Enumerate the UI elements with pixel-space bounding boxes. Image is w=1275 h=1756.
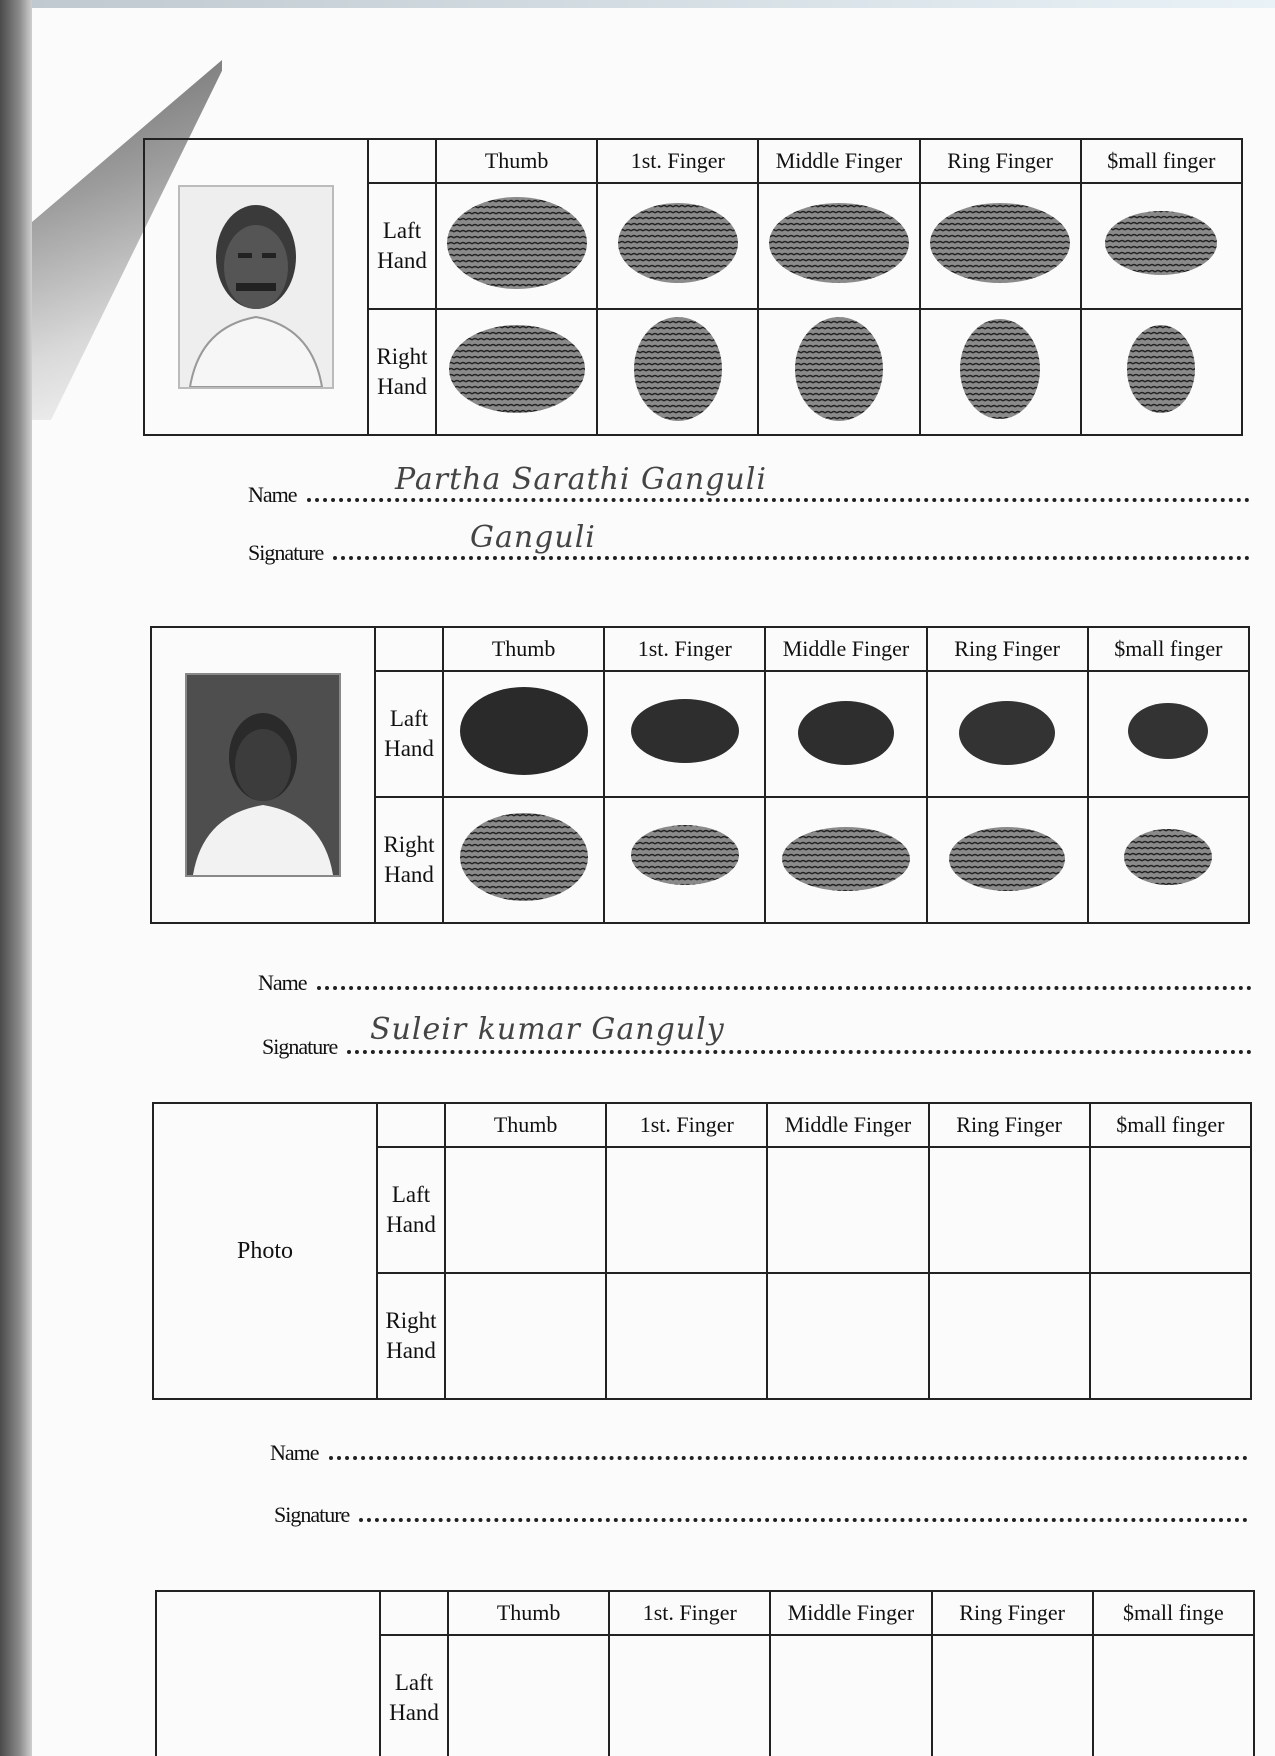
empty-print-cell (1090, 1147, 1251, 1273)
col-small-finger: $mall finger (1088, 627, 1249, 671)
empty-print-cell (1090, 1273, 1251, 1399)
left-hand-label: Laft Hand (368, 183, 436, 309)
col-first-finger: 1st. Finger (597, 139, 758, 183)
record-3-name-line (270, 1440, 1248, 1466)
record-2-photo (185, 673, 341, 877)
record-3-photo-placeholder: Photo (153, 1103, 377, 1399)
scan-edge-left (0, 0, 32, 1756)
record-2-table-block (150, 626, 1250, 924)
col-ring-finger: Ring Finger (932, 1591, 1093, 1635)
col-small-finger: $mall finger (1090, 1103, 1251, 1147)
signature-label: Signature (262, 1034, 338, 1059)
fingerprint (927, 671, 1088, 797)
fingerprint (927, 797, 1088, 923)
empty-print-cell (932, 1635, 1093, 1756)
empty-print-cell (606, 1273, 767, 1399)
fingerprint (1088, 797, 1249, 923)
col-first-finger: 1st. Finger (604, 627, 765, 671)
fingerprint (443, 797, 604, 923)
record-2-photo-cell (151, 627, 375, 923)
empty-print-cell (767, 1147, 928, 1273)
right-hand-label: Right Hand (375, 797, 443, 923)
col-small-finger: $mall finger (1081, 139, 1242, 183)
col-first-finger: 1st. Finger (609, 1591, 770, 1635)
left-hand-label: Laft Hand (377, 1147, 445, 1273)
fingerprint (604, 797, 765, 923)
col-ring-finger: Ring Finger (920, 139, 1081, 183)
record-3-table-block (152, 1102, 1252, 1400)
empty-print-cell (445, 1147, 606, 1273)
col-thumb: Thumb (445, 1103, 606, 1147)
record-4-photo-cell (156, 1591, 380, 1756)
fingerprint (597, 183, 758, 309)
empty-print-cell (1093, 1635, 1254, 1756)
col-middle-finger: Middle Finger (758, 139, 919, 183)
record-1-table-block (143, 138, 1243, 436)
right-hand-label: Right Hand (368, 309, 436, 435)
signature-label: Signature (274, 1502, 350, 1527)
right-hand-label: Right Hand (377, 1273, 445, 1399)
fingerprint (765, 797, 926, 923)
fingerprint (1081, 309, 1242, 435)
signature-label: Signature (248, 540, 324, 565)
col-middle-finger: Middle Finger (770, 1591, 931, 1635)
empty-print-cell (767, 1273, 928, 1399)
fingerprint (920, 183, 1081, 309)
fingerprint (597, 309, 758, 435)
record-1-photo (178, 185, 334, 389)
col-ring-finger: Ring Finger (927, 627, 1088, 671)
record-1-fingerprint-table (143, 138, 1243, 436)
record-2-fingerprint-table (150, 626, 1250, 924)
record-1-photo-cell (144, 139, 368, 435)
empty-print-cell (770, 1635, 931, 1756)
record-3-signature-line (274, 1502, 1248, 1528)
empty-print-cell (445, 1273, 606, 1399)
record-2-signature-handwriting: Suleir kumar Ganguly (370, 1012, 725, 1047)
record-4-table-block (155, 1590, 1255, 1756)
record-2-name-line (258, 970, 1252, 996)
name-label: Name (270, 1440, 319, 1465)
left-hand-label: Laft Hand (380, 1635, 448, 1756)
col-thumb: Thumb (436, 139, 597, 183)
empty-print-cell (929, 1147, 1090, 1273)
col-first-finger: 1st. Finger (606, 1103, 767, 1147)
fingerprint (920, 309, 1081, 435)
col-ring-finger: Ring Finger (929, 1103, 1090, 1147)
fingerprint (443, 671, 604, 797)
empty-print-cell (606, 1147, 767, 1273)
col-middle-finger: Middle Finger (767, 1103, 928, 1147)
record-3-fingerprint-table (152, 1102, 1252, 1400)
scan-edge-top (32, 0, 1275, 8)
fingerprint (436, 309, 597, 435)
col-thumb: Thumb (443, 627, 604, 671)
fingerprint (758, 309, 919, 435)
col-thumb: Thumb (448, 1591, 609, 1635)
fingerprint (436, 183, 597, 309)
col-small-finger: $mall finge (1093, 1591, 1254, 1635)
empty-print-cell (448, 1635, 609, 1756)
fingerprint (1088, 671, 1249, 797)
fingerprint (1081, 183, 1242, 309)
record-1-signature-handwriting: Ganguli (470, 520, 596, 555)
fingerprint (758, 183, 919, 309)
empty-print-cell (609, 1635, 770, 1756)
left-hand-label: Laft Hand (375, 671, 443, 797)
record-1-signature-line (248, 540, 1250, 566)
name-label: Name (248, 482, 297, 507)
record-1-name-handwriting: Partha Sarathi Ganguli (395, 462, 767, 497)
fingerprint (604, 671, 765, 797)
col-middle-finger: Middle Finger (765, 627, 926, 671)
empty-print-cell (929, 1273, 1090, 1399)
name-label: Name (258, 970, 307, 995)
record-4-fingerprint-table (155, 1590, 1255, 1756)
fingerprint (765, 671, 926, 797)
